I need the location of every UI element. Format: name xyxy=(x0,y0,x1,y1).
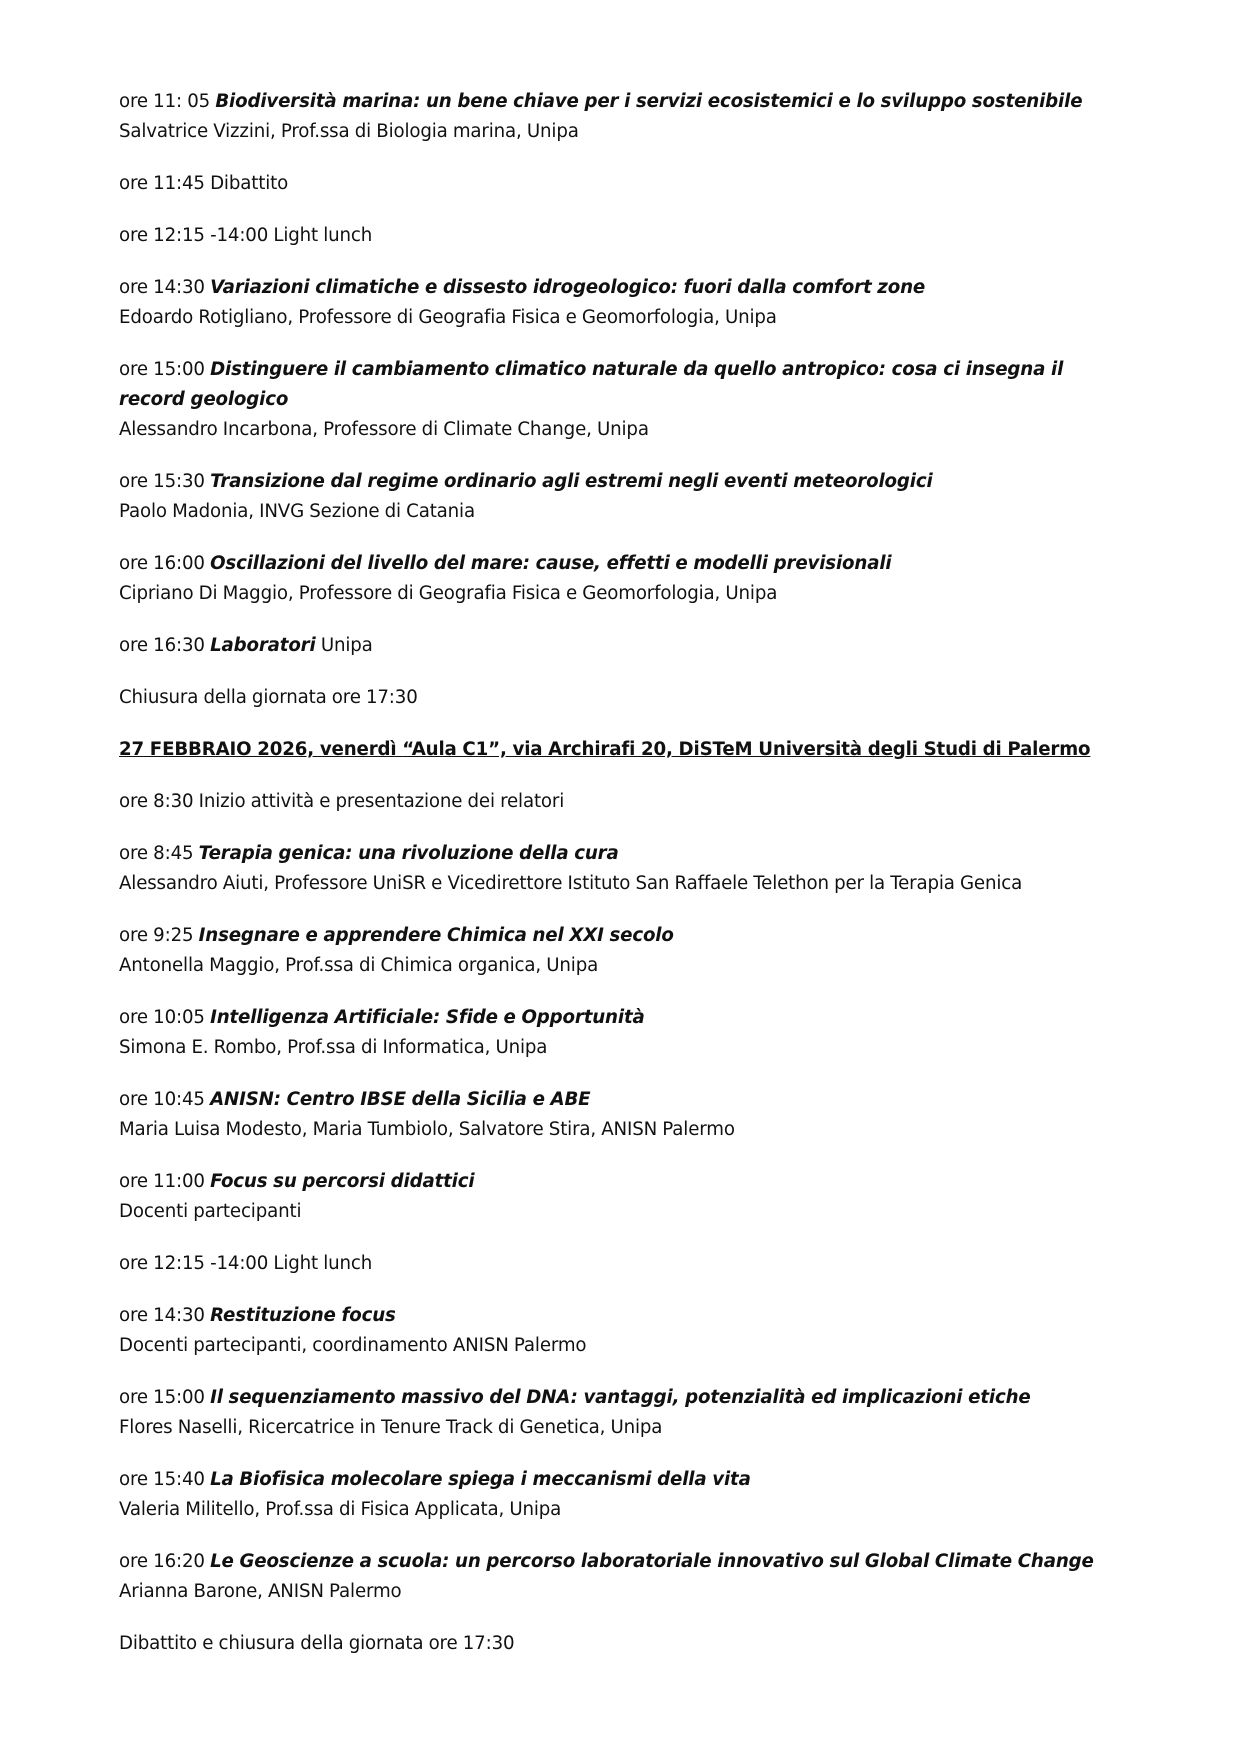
item-suffix: Unipa xyxy=(320,635,373,656)
item-time: ore 10:45 xyxy=(119,1089,205,1110)
day-venue: “Aula C1”, via Archirafi 20, DiSTeM Università degli Studi di Palermo xyxy=(402,739,1091,760)
item-title: Le Geoscienze a scuola: un percorso laboratoriale innovativo sul Global Climate Change xyxy=(210,1551,1094,1572)
item-speaker: Arianna Barone, ANISN Palermo xyxy=(119,1581,402,1602)
item-time: ore 10:05 xyxy=(119,1007,205,1028)
day-header xyxy=(119,735,1121,765)
item-speaker: Flores Naselli, Ricercatrice in Tenure Track di Genetica, Unipa xyxy=(119,1417,663,1438)
item-time: ore 15:30 xyxy=(119,471,205,492)
item-title: Focus su percorsi didattici xyxy=(210,1171,475,1192)
item-time: ore 11:45 xyxy=(119,173,205,194)
program-item xyxy=(119,921,1121,981)
item-title: ANISN: Centro IBSE della Sicilia e ABE xyxy=(210,1089,591,1110)
item-time: ore 16:30 xyxy=(119,635,205,656)
item-speaker: Edoardo Rotigliano, Professore di Geografia Fisica e Geomorfologia, Unipa xyxy=(119,307,777,328)
item-time: ore 15:00 xyxy=(119,359,205,380)
program-item xyxy=(119,631,1121,661)
item-time: ore 16:00 xyxy=(119,553,205,574)
item-text: Inizio attività e presentazione dei relatori xyxy=(198,791,565,812)
program-item xyxy=(119,273,1121,333)
item-title: Restituzione focus xyxy=(210,1305,396,1326)
item-title: Biodiversità marina: un bene chiave per i servizi ecosistemici e lo sviluppo sostenibile xyxy=(215,91,1083,112)
item-title: Variazioni climatiche e dissesto idrogeologico: fuori dalla comfort zone xyxy=(210,277,926,298)
item-title: Insegnare e apprendere Chimica nel XXI secolo xyxy=(198,925,674,946)
program-item xyxy=(119,1249,1121,1279)
program-item xyxy=(119,169,1121,199)
day-closing xyxy=(119,683,1121,713)
item-time: ore 12:15 -14:00 xyxy=(119,225,269,246)
item-time: ore 14:30 xyxy=(119,277,205,298)
item-speaker: Cipriano Di Maggio, Professore di Geografia Fisica e Geomorfologia, Unipa xyxy=(119,583,778,604)
item-title: Terapia genica: una rivoluzione della cura xyxy=(198,843,619,864)
program-item xyxy=(119,1167,1121,1227)
item-speaker: Salvatrice Vizzini, Prof.ssa di Biologia marina, Unipa xyxy=(119,121,579,142)
closing-text: Chiusura della giornata ore 17:30 xyxy=(119,687,418,708)
item-time: ore 8:30 xyxy=(119,791,194,812)
program-item xyxy=(119,221,1121,251)
item-speaker: Maria Luisa Modesto, Maria Tumbiolo, Salvatore Stira, ANISN Palermo xyxy=(119,1119,735,1140)
program-item xyxy=(119,549,1121,609)
item-speaker: Alessandro Incarbona, Professore di Climate Change, Unipa xyxy=(119,419,649,440)
program-item xyxy=(119,787,1121,817)
item-time: ore 11:00 xyxy=(119,1171,205,1192)
item-title: Oscillazioni del livello del mare: cause, effetti e modelli previsionali xyxy=(210,553,892,574)
program-item xyxy=(119,355,1121,445)
item-time: ore 15:40 xyxy=(119,1469,205,1490)
item-title: Laboratori xyxy=(210,635,316,656)
item-speaker: Antonella Maggio, Prof.ssa di Chimica organica, Unipa xyxy=(119,955,599,976)
program-item xyxy=(119,839,1121,899)
item-time: ore 14:30 xyxy=(119,1305,205,1326)
item-time: ore 15:00 xyxy=(119,1387,205,1408)
item-speaker: Alessandro Aiuti, Professore UniSR e Vicedirettore Istituto San Raffaele Telethon per la Terapia Genica xyxy=(119,873,1023,894)
program-item xyxy=(119,467,1121,527)
item-speaker: Docenti partecipanti, coordinamento ANISN Palermo xyxy=(119,1335,587,1356)
item-speaker: Paolo Madonia, INVG Sezione di Catania xyxy=(119,501,475,522)
item-speaker: Docenti partecipanti xyxy=(119,1201,302,1222)
item-time: ore 12:15 -14:00 xyxy=(119,1253,269,1274)
item-speaker: Simona E. Rombo, Prof.ssa di Informatica, Unipa xyxy=(119,1037,548,1058)
item-title: Il sequenziamento massivo del DNA: vantaggi, potenzialità ed implicazioni etiche xyxy=(210,1387,1031,1408)
program-item xyxy=(119,1301,1121,1361)
item-title: Distinguere il cambiamento climatico naturale da quello antropico: cosa ci insegna il record geologico xyxy=(119,359,1064,410)
day-date: 27 FEBBRAIO 2026, venerdì xyxy=(119,739,397,760)
item-time: ore 9:25 xyxy=(119,925,194,946)
item-title: La Biofisica molecolare spiega i meccanismi della vita xyxy=(210,1469,751,1490)
item-speaker: Valeria Militello, Prof.ssa di Fisica Applicata, Unipa xyxy=(119,1499,562,1520)
day-closing xyxy=(119,1629,1121,1659)
program-item xyxy=(119,1383,1121,1443)
item-time: ore 8:45 xyxy=(119,843,194,864)
program-item xyxy=(119,1003,1121,1063)
closing-text: Dibattito e chiusura della giornata ore 17:30 xyxy=(119,1633,515,1654)
item-time: ore 11: 05 xyxy=(119,91,211,112)
item-title: Intelligenza Artificiale: Sfide e Opportunità xyxy=(210,1007,645,1028)
item-text: Light lunch xyxy=(273,1253,373,1274)
program-item xyxy=(119,1465,1121,1525)
program-item xyxy=(119,1085,1121,1145)
program-item xyxy=(119,87,1121,147)
item-text: Light lunch xyxy=(273,225,373,246)
item-title: Transizione dal regime ordinario agli estremi negli eventi meteorologici xyxy=(210,471,933,492)
item-text: Dibattito xyxy=(210,173,289,194)
program-item xyxy=(119,1547,1121,1607)
item-time: ore 16:20 xyxy=(119,1551,205,1572)
